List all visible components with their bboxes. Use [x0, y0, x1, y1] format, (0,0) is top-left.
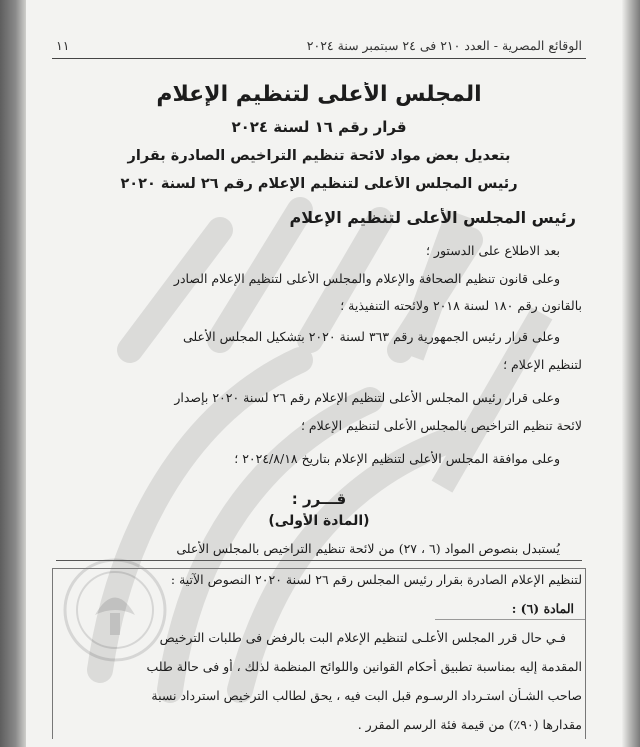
- article-body-line: يُستبدل بنصوص المواد (٦ ، ٢٧) من لائحة تنظيم التراخيص بالمجلس الأعلى: [176, 541, 560, 556]
- running-title: الوقائع المصرية - العدد ٢١٠ فى ٢٤ سبتمبر سنة ٢٠٢٤: [306, 38, 582, 53]
- decision-number: قرار رقم ١٦ لسنة ٢٠٢٤: [231, 118, 407, 136]
- article-six-line: صاحب الشـأن استـرداد الرسـوم قبل البت فيه ، يحق لطالب الترخيص استرداد نسبة: [151, 688, 582, 703]
- issuer-heading: رئيس المجلس الأعلى لتنظيم الإعلام: [289, 208, 576, 227]
- box-divider: [435, 619, 585, 620]
- preamble-line: وعلى قرار رئيس المجلس الأعلى لتنظيم الإعلام رقم ٢٦ لسنة ٢٠٢٠ بإصدار: [174, 390, 560, 405]
- preamble-line: بالقانون رقم ١٨٠ لسنة ٢٠١٨ ولائحته التنفيذية ؛: [340, 298, 582, 313]
- header-rule: [52, 58, 586, 59]
- article-box: [52, 568, 586, 739]
- preamble-line: لائحة تنظيم التراخيص بالمجلس الأعلى لتنظيم الإعلام ؛: [300, 418, 582, 433]
- article-body-line: لتنظيم الإعلام الصادرة بقرار رئيس المجلس رقم ٢٦ لسنة ٢٠٢٠ النصوص الآتية :: [170, 572, 582, 587]
- preamble-line: وعلى موافقة المجلس الأعلى لتنظيم الإعلام بتاريخ ٢٠٢٤/٨/١٨ ؛: [234, 451, 560, 466]
- article-six-line: المقدمة إليه بمناسبة تطبيق أحكام القوانين واللوائح المنظمة لذلك ، أو فى حالة طلب: [146, 659, 582, 674]
- page-edge-right: [622, 0, 640, 747]
- article-six-line: مقدارها (٩٠٪) من قيمة فئة الرسم المقرر .: [357, 717, 582, 732]
- article-six-label: المادة (٦) :: [511, 601, 574, 616]
- document-content: [56, 0, 582, 747]
- first-article-heading: (المادة الأولى): [268, 513, 370, 529]
- article-underline: [56, 560, 582, 561]
- page-edge-left: [0, 0, 26, 747]
- article-six-line: فـي حال قرر المجلس الأعلـى لتنظيم الإعلام البت بالرفض فى طلبات الترخيص: [159, 630, 566, 645]
- preamble-line: بعد الاطلاع على الدستور ؛: [425, 243, 560, 258]
- preamble-line: لتنظيم الإعلام ؛: [503, 357, 582, 372]
- decision-subtitle-line-1: بتعديل بعض مواد لائحة تنظيم التراخيص الصادرة بقرار: [127, 148, 511, 164]
- council-title: المجلس الأعلى لتنظيم الإعلام: [156, 82, 482, 107]
- preamble-line: وعلى قانون تنظيم الصحافة والإعلام والمجلس الأعلى لتنظيم الإعلام الصادر: [173, 271, 560, 286]
- page-number: ١١: [56, 38, 70, 53]
- running-header: [56, 38, 582, 53]
- decided-heading: قـــرر :: [291, 490, 347, 508]
- decision-subtitle-line-2: رئيس المجلس الأعلى لتنظيم الإعلام رقم ٢٦ لسنة ٢٠٢٠: [120, 176, 518, 192]
- preamble-line: وعلى قرار رئيس الجمهورية رقم ٣٦٣ لسنة ٢٠٢٠ بتشكيل المجلس الأعلى: [182, 329, 560, 344]
